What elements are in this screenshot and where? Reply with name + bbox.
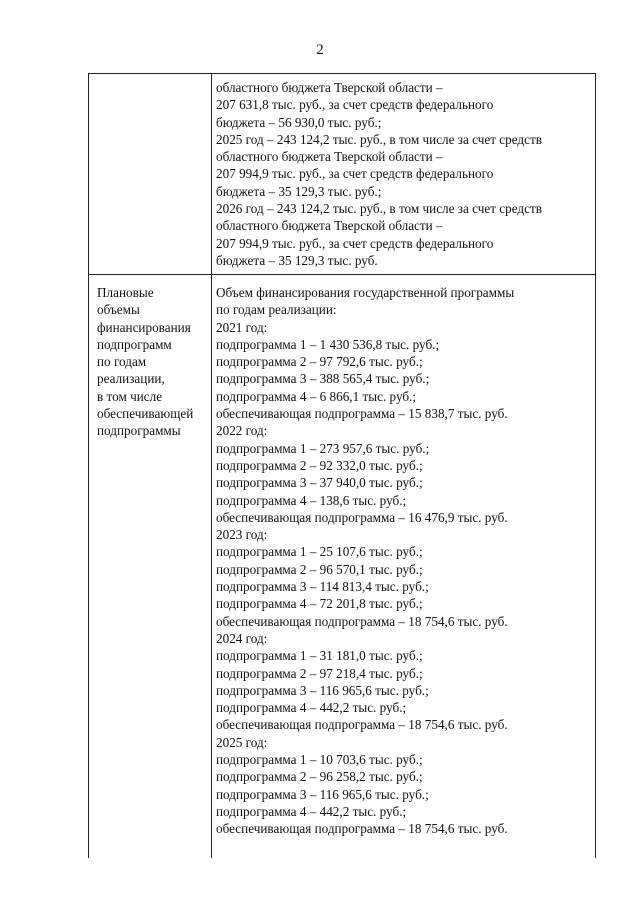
text-line: 2026 год – 243 124,2 тыс. руб., в том числе за счет средств xyxy=(216,201,542,217)
text-line: 207 994,9 тыс. руб., за счет средств федерального xyxy=(216,166,494,182)
text-line: финансирования xyxy=(97,319,191,335)
text-line: обеспечивающая подпрограмма – 18 754,6 тыс. руб. xyxy=(216,821,508,837)
text-line: подпрограмма 4 – 442,2 тыс. руб.; xyxy=(216,803,407,819)
text-line: подпрограмма 1 – 10 703,6 тыс. руб.; xyxy=(216,752,423,768)
row2-label-text xyxy=(97,284,209,440)
text-line: подпрограмма 3 – 116 965,6 тыс. руб.; xyxy=(216,682,429,698)
text-line: объемы xyxy=(97,302,140,318)
row2-financing-text xyxy=(216,284,592,838)
text-line: по годам xyxy=(97,354,147,370)
text-line: подпрограмм xyxy=(97,336,172,352)
row1-financing-text xyxy=(216,79,592,269)
text-line: подпрограмма 4 – 6 866,1 тыс. руб.; xyxy=(216,388,417,404)
text-line: 2022 год: xyxy=(216,423,268,439)
text-line: подпрограммы xyxy=(97,423,181,439)
text-line: подпрограмма 1 – 273 957,6 тыс. руб.; xyxy=(216,440,430,456)
text-line: бюджета – 35 129,3 тыс. руб. xyxy=(216,252,378,268)
text-line: бюджета – 35 129,3 тыс. руб.; xyxy=(216,183,382,199)
text-line: областного бюджета Тверской области – xyxy=(216,218,443,234)
text-line: подпрограмма 2 – 97 792,6 тыс. руб.; xyxy=(216,354,423,370)
table-border-right xyxy=(595,73,596,858)
text-line: 2025 год – 243 124,2 тыс. руб., в том числе за счет средств xyxy=(216,131,542,147)
text-line: реализации, xyxy=(97,371,165,387)
text-line: подпрограмма 3 – 114 813,4 тыс. руб.; xyxy=(216,579,429,595)
text-line: в том числе xyxy=(97,388,163,404)
table-row-divider xyxy=(88,274,596,275)
text-line: подпрограмма 3 – 116 965,6 тыс. руб.; xyxy=(216,786,429,802)
text-line: подпрограмма 2 – 97 218,4 тыс. руб.; xyxy=(216,665,423,681)
text-line: обеспечивающей xyxy=(97,406,194,422)
text-line: обеспечивающая подпрограмма – 16 476,9 тыс. руб. xyxy=(216,509,508,525)
text-line: 2024 год: xyxy=(216,630,268,646)
text-line: обеспечивающая подпрограмма – 15 838,7 тыс. руб. xyxy=(216,406,508,422)
text-line: подпрограмма 2 – 96 570,1 тыс. руб.; xyxy=(216,561,423,577)
text-line: подпрограмма 2 – 92 332,0 тыс. руб.; xyxy=(216,457,423,473)
text-line: бюджета – 56 930,0 тыс. руб.; xyxy=(216,114,382,130)
text-line: Плановые xyxy=(97,285,154,300)
text-line: 207 994,9 тыс. руб., за счет средств федерального xyxy=(216,235,494,251)
text-line: подпрограмма 4 – 72 201,8 тыс. руб.; xyxy=(216,596,423,612)
page-number: 2 xyxy=(316,42,324,58)
text-line: подпрограмма 3 – 388 565,4 тыс. руб.; xyxy=(216,371,430,387)
text-line: подпрограмма 1 – 1 430 536,8 тыс. руб.; xyxy=(216,336,440,352)
text-line: 2021 год: xyxy=(216,319,268,335)
table-column-divider xyxy=(211,73,212,858)
text-line: областного бюджета Тверской области – xyxy=(216,149,443,165)
text-line: обеспечивающая подпрограмма – 18 754,6 тыс. руб. xyxy=(216,613,508,629)
text-line: подпрограмма 3 – 37 940,0 тыс. руб.; xyxy=(216,475,423,491)
text-line: 2023 год: xyxy=(216,527,268,543)
text-line: 207 631,8 тыс. руб., за счет средств федерального xyxy=(216,97,494,113)
text-line: подпрограмма 4 – 138,6 тыс. руб.; xyxy=(216,492,407,508)
table-border-left xyxy=(88,73,89,858)
passport-table xyxy=(88,73,596,858)
text-line: подпрограмма 1 – 25 107,6 тыс. руб.; xyxy=(216,544,423,560)
text-line: по годам реализации: xyxy=(216,302,337,318)
table-border-top xyxy=(88,73,596,74)
text-line: 2025 год: xyxy=(216,734,268,750)
text-line: подпрограмма 1 – 31 181,0 тыс. руб.; xyxy=(216,648,423,664)
text-line: областного бюджета Тверской области – xyxy=(216,80,443,95)
text-line: подпрограмма 2 – 96 258,2 тыс. руб.; xyxy=(216,769,423,785)
text-line: Объем финансирования государственной программы xyxy=(216,285,515,300)
text-line: обеспечивающая подпрограмма – 18 754,6 тыс. руб. xyxy=(216,717,508,733)
text-line: подпрограмма 4 – 442,2 тыс. руб.; xyxy=(216,700,407,716)
